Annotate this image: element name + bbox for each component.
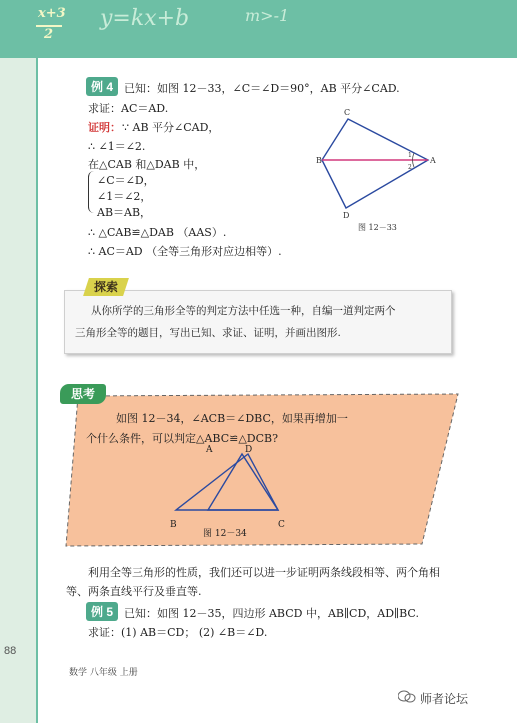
- proof-condition: AB＝AB，: [97, 206, 152, 219]
- label-angle-1: 1: [408, 152, 412, 159]
- think-tag: 思考: [60, 384, 106, 404]
- proof-label: 证明：: [88, 121, 121, 134]
- paragraph-line2: 等、两条直线平行及垂直等.: [66, 585, 202, 598]
- header-formula-2: m>-1: [245, 6, 290, 25]
- think-text-line1: 如图 12－34，∠ACB＝∠DBC，如果再增加一: [116, 412, 348, 425]
- fig-12-34-label-a: A: [206, 445, 213, 455]
- watermark-text: 师者论坛: [420, 692, 469, 706]
- fig-12-34-label-b: B: [170, 520, 177, 530]
- proof-condition: ∠C＝∠D，: [97, 174, 155, 187]
- figure-caption: 图 12－33: [358, 223, 397, 232]
- label-a: A: [430, 156, 436, 165]
- proof-line: 在△CAB 和△DAB 中，: [88, 158, 206, 171]
- example-5-label: 例 5: [86, 602, 118, 621]
- left-margin-line: [36, 58, 38, 723]
- think-text-line2: 个什么条件，可以判定△ABC≌△DCB?: [86, 432, 278, 445]
- book-title: 数学 八年级 上册: [69, 668, 138, 678]
- header-fraction-top: x+3: [38, 6, 66, 21]
- explore-tag: [83, 278, 129, 296]
- wechat-icon: [398, 690, 416, 704]
- example-5-given: 已知：如图 12－35，四边形 ABCD 中，AB∥CD，AD∥BC.: [124, 607, 419, 620]
- label-angle-2: 2: [408, 164, 412, 171]
- fig-12-34-caption: 图 12－34: [203, 529, 247, 539]
- explore-text-line2: 三角形全等的题目，写出已知、求证、证明，并画出图形.: [75, 327, 341, 339]
- label-d: D: [343, 211, 350, 220]
- label-b: B: [316, 156, 322, 165]
- proof-line: ∴ △CAB≌△DAB （AAS）.: [88, 226, 227, 239]
- header-band: [0, 0, 517, 58]
- header-formula-1: y=kx+b: [100, 6, 190, 31]
- quadrilateral-outline: [322, 119, 428, 208]
- proof-line: ∴ ∠1＝∠2.: [88, 140, 146, 153]
- left-margin-band: [0, 58, 36, 723]
- example-5-prove: 求证：(1) AB＝CD； (2) ∠B＝∠D.: [88, 626, 268, 639]
- proof-line: ∴ AC＝AD （全等三角形对应边相等）.: [88, 245, 282, 258]
- example-4-prove: 求证：AC＝AD.: [88, 102, 169, 115]
- label-c: C: [344, 108, 351, 117]
- header-fraction-bottom: 2: [44, 27, 54, 42]
- paragraph-line1: 利用全等三角形的性质，我们还可以进一步证明两条线段相等、两个角相: [88, 566, 440, 579]
- explore-text-line1: 从你所学的三角形全等的判定方法中任选一种，自编一道判定两个: [91, 305, 396, 317]
- proof-line: ∵ AB 平分∠CAD，: [122, 121, 220, 134]
- fig-12-34-label-c: C: [278, 520, 285, 530]
- figure-12-33: [316, 105, 446, 235]
- example-4-given: 已知：如图 12－33，∠C＝∠D＝90°，AB 平分∠CAD.: [124, 82, 400, 95]
- page-number: 88: [4, 645, 17, 657]
- explore-tag-label: 探索: [93, 280, 118, 294]
- proof-condition: ∠1＝∠2，: [97, 190, 152, 203]
- fig-12-34-label-d: D: [245, 445, 253, 455]
- example-4-label: 例 4: [86, 77, 118, 96]
- explore-box: [64, 290, 452, 354]
- system-brace: [88, 171, 95, 213]
